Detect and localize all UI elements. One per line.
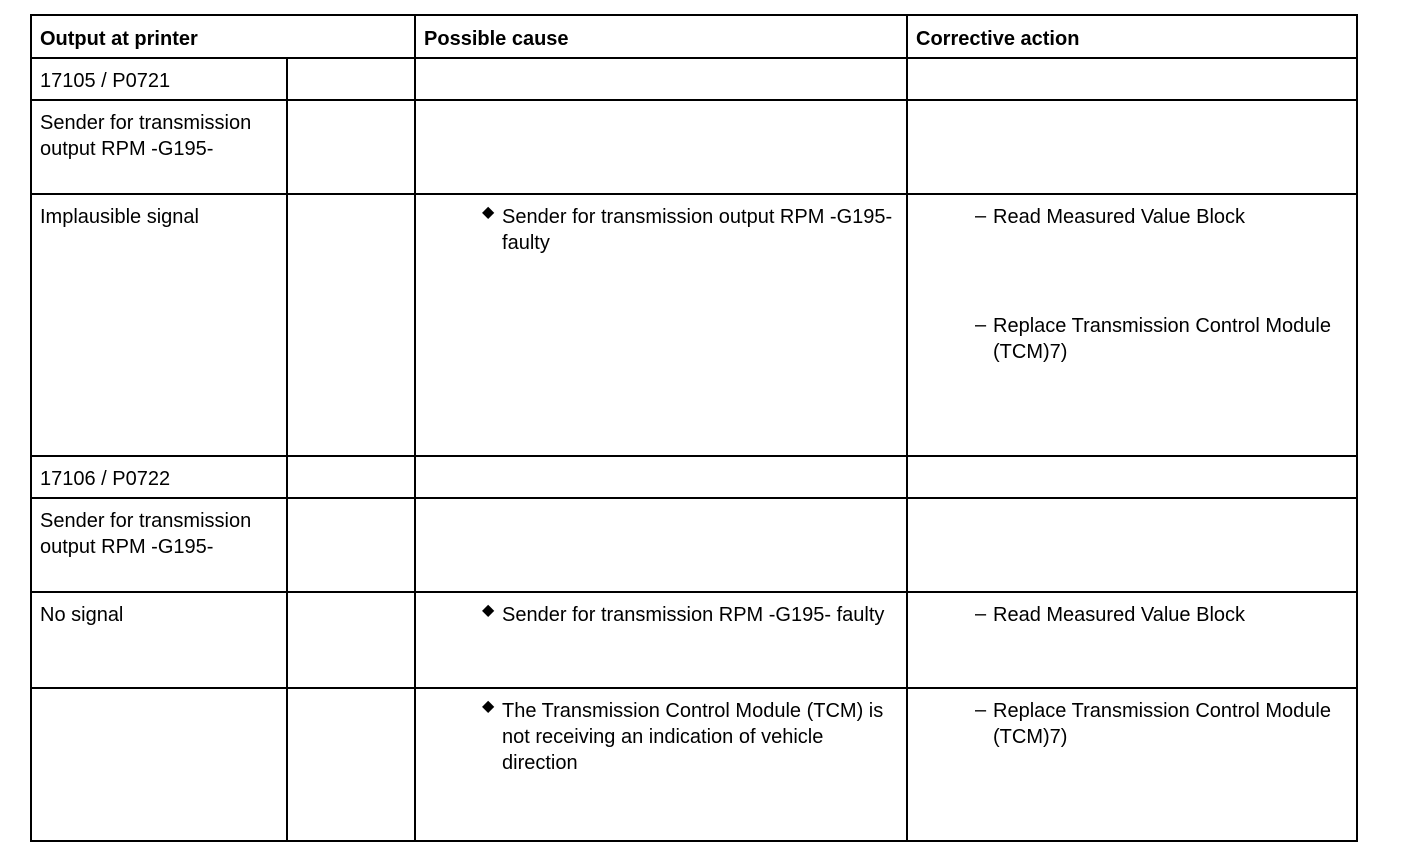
cause-text: Sender for transmission output RPM -G195- faulty (502, 206, 893, 254)
action-item (916, 204, 1348, 230)
header-action: Corrective action (907, 15, 1357, 58)
cause-cell (415, 194, 907, 456)
action-cell (907, 100, 1357, 194)
table-row (31, 498, 1357, 592)
fault-code-table (30, 14, 1358, 842)
header-output: Output at printer (31, 15, 415, 58)
table-row (31, 100, 1357, 194)
dash-icon: – (975, 699, 987, 721)
bullet-icon: ◆ (482, 602, 495, 619)
header-cause: Possible cause (415, 15, 907, 58)
empty-cell (287, 456, 415, 498)
table-row (31, 688, 1357, 841)
cause-item (424, 204, 898, 256)
action-cell (907, 194, 1357, 456)
action-cell (907, 58, 1357, 100)
table-row (31, 456, 1357, 498)
action-item (916, 698, 1348, 750)
empty-cell (287, 688, 415, 841)
empty-cell (287, 100, 415, 194)
bullet-icon: ◆ (482, 204, 495, 221)
cause-cell (415, 688, 907, 841)
action-text: Read Measured Value Block (993, 206, 1246, 228)
cause-cell (415, 58, 907, 100)
empty-cell (287, 58, 415, 100)
cause-item (424, 602, 898, 628)
cause-text: Sender for transmission RPM -G195- faulty (502, 604, 885, 626)
action-item (916, 602, 1348, 628)
cause-cell (415, 498, 907, 592)
output-cell (31, 688, 287, 841)
bullet-icon: ◆ (482, 698, 495, 715)
cause-cell (415, 456, 907, 498)
action-text: Replace Transmission Control Module (TCM)7) (993, 700, 1331, 748)
empty-cell (287, 592, 415, 688)
empty-cell (287, 194, 415, 456)
dash-icon: – (975, 205, 987, 227)
output-cell: Sender for transmission output RPM -G195- (31, 498, 287, 592)
output-cell: 17105 / P0721 (31, 58, 287, 100)
output-cell: Sender for transmission output RPM -G195- (31, 100, 287, 194)
output-cell: 17106 / P0722 (31, 456, 287, 498)
cause-cell (415, 592, 907, 688)
cause-item (424, 698, 898, 776)
action-cell (907, 498, 1357, 592)
table-row (31, 58, 1357, 100)
action-text: Replace Transmission Control Module (TCM)7) (993, 315, 1331, 363)
table-row (31, 194, 1357, 456)
action-cell (907, 592, 1357, 688)
table-row (31, 592, 1357, 688)
cause-text: The Transmission Control Module (TCM) is not receiving an indication of vehicle direction (502, 700, 884, 774)
action-cell (907, 456, 1357, 498)
action-cell (907, 688, 1357, 841)
dash-icon: – (975, 603, 987, 625)
cause-cell (415, 100, 907, 194)
empty-cell (287, 498, 415, 592)
action-text: Read Measured Value Block (993, 604, 1246, 626)
output-cell: Implausible signal (31, 194, 287, 456)
action-item (916, 313, 1348, 365)
dash-icon: – (975, 314, 987, 336)
output-cell: No signal (31, 592, 287, 688)
table-header-row (31, 15, 1357, 58)
